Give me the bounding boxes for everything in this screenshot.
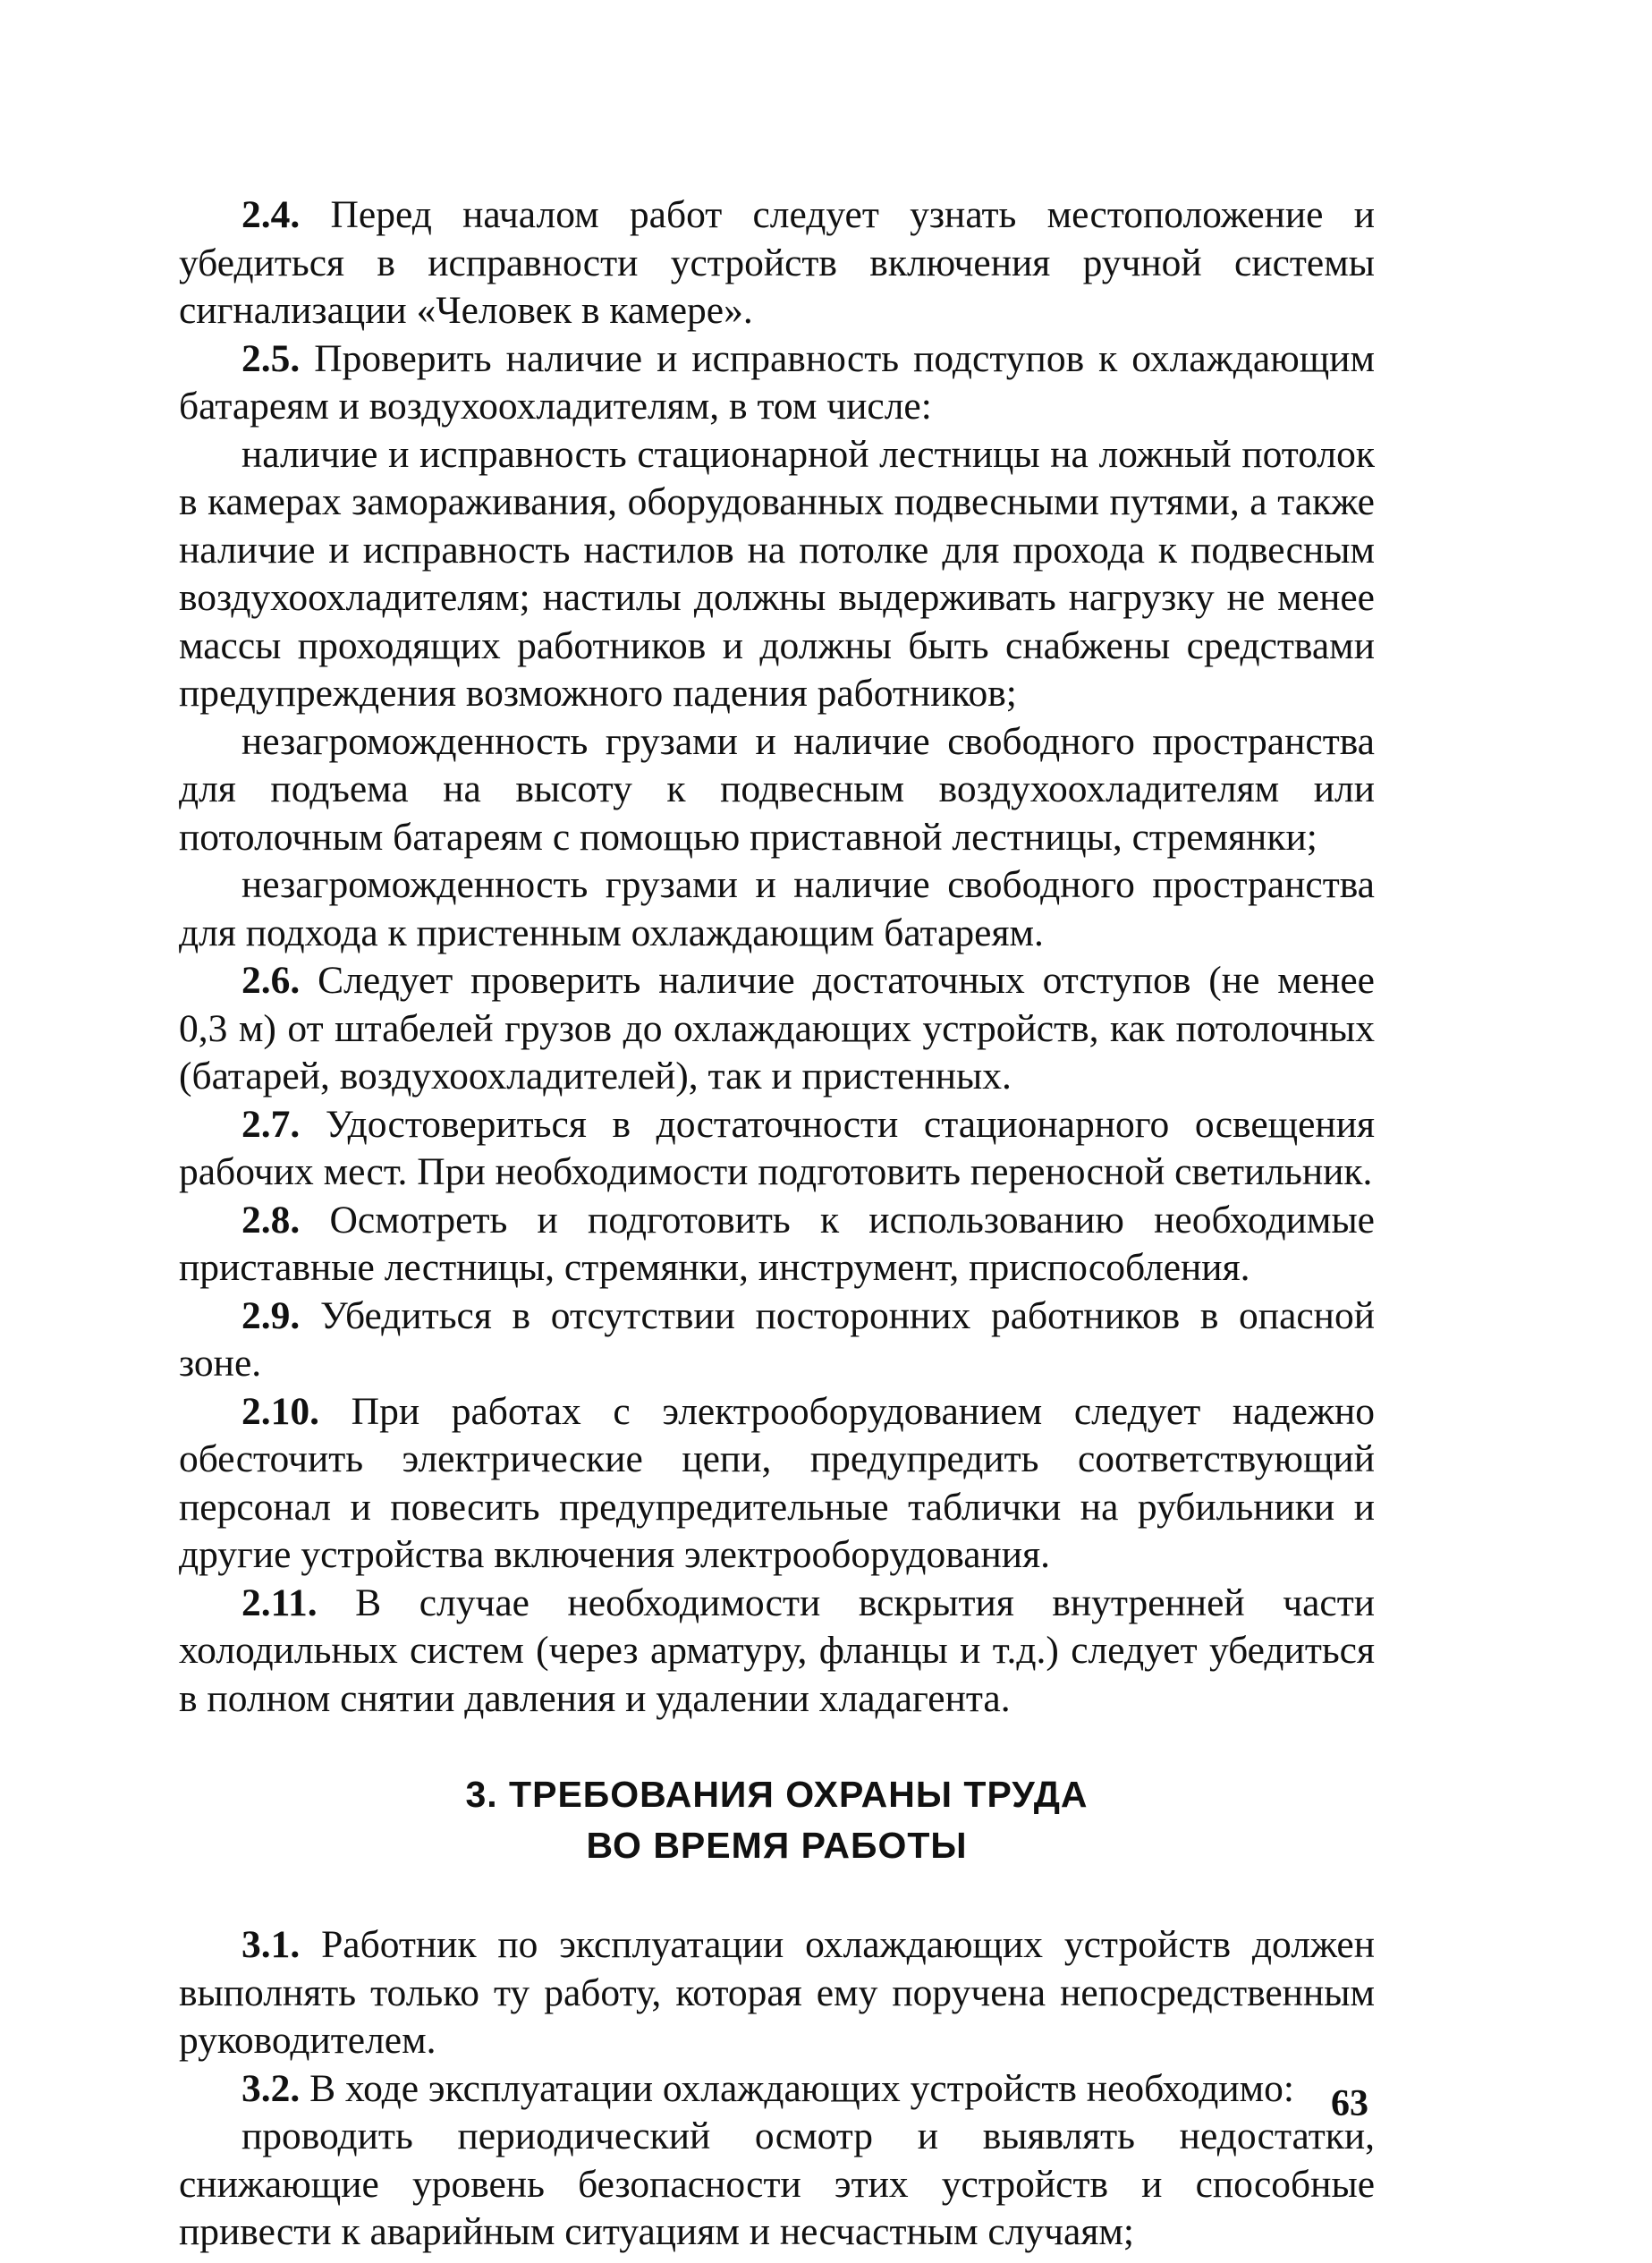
section-3-heading (179, 1769, 1375, 1871)
paragraph-2-9 (179, 1293, 1375, 1388)
paragraph-text: При работах с электрооборудованием следует надежно обесточить электрические цепи, предупредить соответствующий персонал и повесить предупредительные таблички на рубильники и другие устройства включения электрооборудования. (179, 1389, 1375, 1576)
paragraph-2-8 (179, 1197, 1375, 1293)
paragraph-text: Следует проверить наличие достаточных отступов (не менее 0,3 м) от штабелей грузов до охлаждающих устройств, как потолочных (батарей, воздухоохладителей), так и пристенных. (179, 959, 1375, 1098)
paragraph-number: 2.8. (241, 1198, 301, 1242)
paragraph-2-4 (179, 191, 1375, 335)
paragraph-number: 2.9. (241, 1293, 301, 1337)
paragraph-text: Удостовериться в достаточности стационарного освещения рабочих мест. При необходимости подготовить переносной светильник. (179, 1102, 1375, 1193)
paragraph-text: В ходе эксплуатации охлаждающих устройств необходимо: (309, 2066, 1294, 2110)
paragraph-3-1 (179, 1921, 1375, 2065)
paragraph-text: Осмотреть и подготовить к использованию необходимые приставные лестницы, стремянки, инструмент, приспособления. (179, 1198, 1375, 1289)
paragraph-2-6 (179, 957, 1375, 1101)
paragraph-number: 2.6. (241, 959, 301, 1002)
paragraph-3-2 (179, 2065, 1375, 2114)
paragraph-text: Проверить наличие и исправность подступов к охлаждающим батареям и воздухоохладителям, в том числе: (179, 336, 1375, 428)
paragraph-number: 2.5. (241, 336, 301, 380)
paragraph-2-10 (179, 1388, 1375, 1580)
paragraph-number: 3.2. (241, 2066, 301, 2110)
paragraph-text: Работник по эксплуатации охлаждающих устройств должен выполнять только ту работу, которая ему поручена непосредственным руководителем. (179, 1923, 1375, 2062)
paragraph-3-2-item-a: проводить периодический осмотр и выявлять недостатки, снижающие уровень безопасности этих устройств и способные привести к аварийным ситуациям и несчастным случаям; (179, 2115, 1375, 2253)
paragraph-number: 2.4. (241, 193, 301, 236)
heading-line-1: 3. ТРЕБОВАНИЯ ОХРАНЫ ТРУДА (465, 1774, 1089, 1815)
page-number: 63 (1331, 2083, 1368, 2124)
paragraph-2-5-item-b: незагроможденность грузами и наличие свободного пространства для подъема на высоту к подвесным воздухоохладителям или потолочным батареям с помощью приставной лестницы, стремянки; (179, 719, 1375, 859)
heading-line-2: ВО ВРЕМЯ РАБОТЫ (586, 1825, 968, 1866)
paragraph-number: 2.7. (241, 1102, 301, 1146)
paragraph-2-11 (179, 1580, 1375, 1724)
paragraph-number: 3.1. (241, 1923, 301, 1966)
paragraph-number: 2.11. (241, 1581, 318, 1624)
paragraph-text: Убедиться в отсутствии посторонних работников в опасной зоне. (179, 1293, 1375, 1385)
paragraph-2-5 (179, 335, 1375, 431)
paragraph-2-5-item-a: наличие и исправность стационарной лестницы на ложный потолок в камерах замораживания, оборудованных подвесными путями, а также наличие и исправность настилов на потолке для прохода к подвесным воздухоохладителям; настилы должны выдерживать нагрузку не менее массы проходящих работников и должны быть снабжены средствами предупреждения возможного падения работников; (179, 432, 1375, 715)
paragraph-number: 2.10. (241, 1389, 319, 1433)
body-text (179, 191, 1375, 2257)
paragraph-text: Перед началом работ следует узнать местоположение и убедиться в исправности устройств включения ручной системы сигнализации «Человек в камере». (179, 193, 1376, 332)
paragraph-text: В случае необходимости вскрытия внутренней части холодильных систем (через арматуру, фланцы и т.д.) следует убедиться в полном снятии давления и удалении хладагента. (179, 1581, 1376, 1720)
paragraph-2-7 (179, 1101, 1375, 1197)
paragraph-2-5-item-c: незагроможденность грузами и наличие свободного пространства для подхода к пристенным охлаждающим батареям. (179, 863, 1375, 954)
